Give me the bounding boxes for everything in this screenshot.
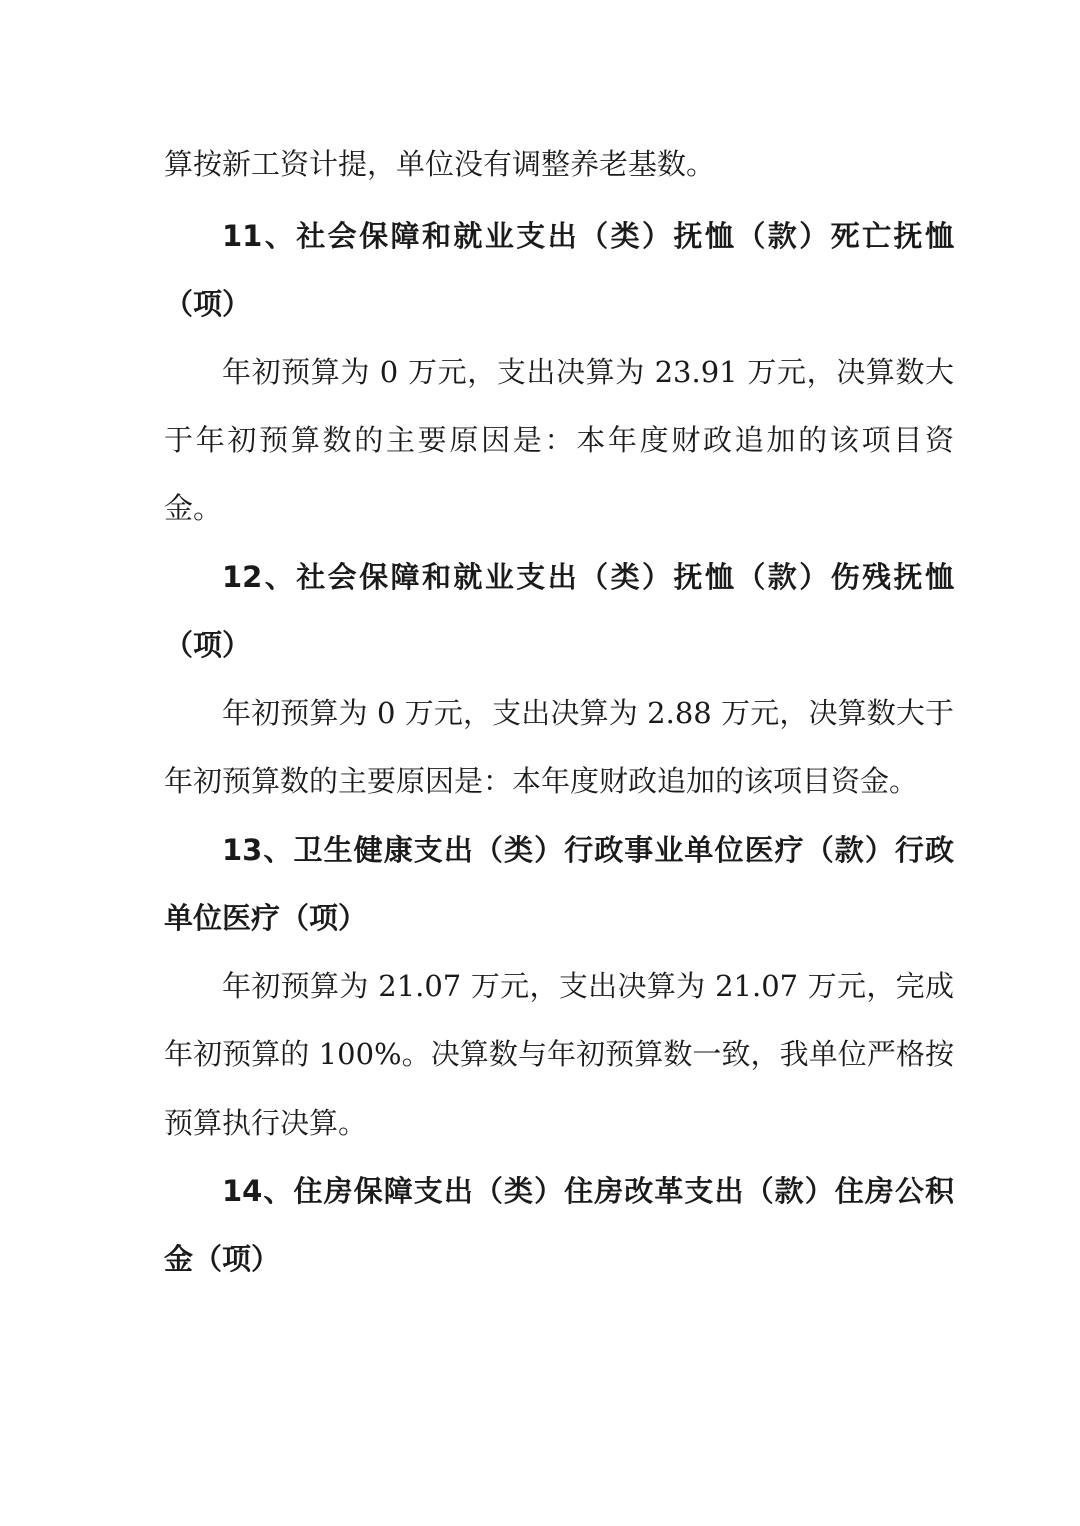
section-heading-13: 13、卫生健康支出（类）行政事业单位医疗（款）行政	[222, 833, 954, 867]
section-heading-14: 14、住房保障支出（类）住房改革支出（款）住房公积	[222, 1174, 954, 1208]
paragraph-11-line-3: 金。	[164, 491, 223, 525]
section-heading-12-cont: （项）	[164, 628, 252, 662]
section-heading-11-cont: （项）	[164, 287, 252, 321]
paragraph-13-line-3: 预算执行决算。	[164, 1106, 368, 1140]
section-heading-14-cont: 金（项）	[164, 1242, 281, 1276]
paragraph-12-line-1: 年初预算为 0 万元，支出决算为 2.88 万元，决算数大于	[222, 696, 954, 730]
paragraph-13-line-1: 年初预算为 21.07 万元，支出决算为 21.07 万元，完成	[222, 969, 954, 1003]
section-heading-11: 11、社会保障和就业支出（类）抚恤（款）死亡抚恤	[222, 219, 954, 253]
continuation-line: 算按新工资计提，单位没有调整养老基数。	[164, 147, 716, 181]
paragraph-13-line-2: 年初预算的 100%。决算数与年初预算数一致，我单位严格按	[164, 1037, 954, 1071]
paragraph-11-line-2: 于年初预算数的主要原因是：本年度财政追加的该项目资	[164, 423, 954, 457]
paragraph-11-line-1: 年初预算为 0 万元，支出决算为 23.91 万元，决算数大	[222, 355, 954, 389]
section-heading-13-cont: 单位医疗（项）	[164, 901, 368, 935]
section-heading-12: 12、社会保障和就业支出（类）抚恤（款）伤残抚恤	[222, 560, 954, 594]
paragraph-12-line-2: 年初预算数的主要原因是：本年度财政追加的该项目资金。	[164, 764, 919, 798]
